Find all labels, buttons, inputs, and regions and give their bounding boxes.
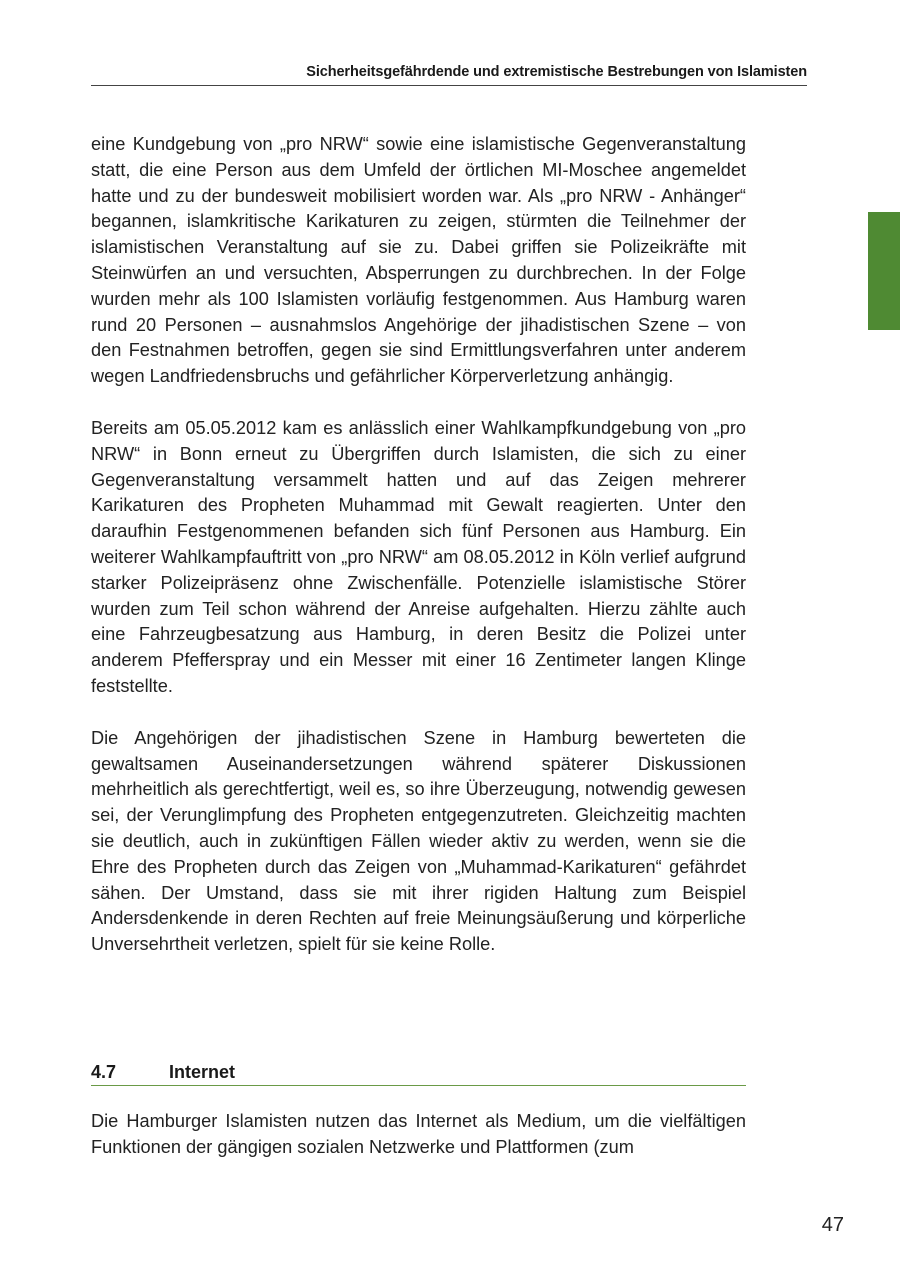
section-paragraph: Die Hamburger Islamisten nutzen das Internet als Medium, um die vielfältigen Funktionen der gängigen sozialen Netzwerke und Plattformen (zum [91, 1111, 746, 1157]
section-heading [91, 1059, 746, 1086]
page-number: 47 [821, 1214, 844, 1236]
section-body [91, 1109, 746, 1161]
section-number: 4.7 [91, 1062, 117, 1082]
paragraph-1: eine Kundgebung von „pro NRW“ sowie eine islamistische Gegenveranstaltung statt, die eine Person aus dem Umfeld der örtlichen MI-Moschee angemeldet hatte und zu der bundesweit mobilisiert worden war. Als „pro NRW - Anhänger“ begannen, islamkritische Karikaturen zu zeigen, stürmten die Teilnehmer der islamistischen Veranstaltung auf sie zu. Dabei griffen sie Polizeikräfte mit Steinwürfen an und versuchten, Absperrungen zu durchbrechen. In der Folge wurden mehr als 100 Islamisten vorläufig festgenommen. Aus Hamburg waren rund 20 Personen – ausnahmslos Angehörige der jihadistischen Szene – von den Festnahmen betroffen, gegen sie sind Ermittlungsverfahren unter anderem wegen Landfriedensbruchs und gefährlicher Körperverletzung anhängig. [91, 134, 746, 387]
chapter-marker-tab [868, 212, 900, 330]
paragraph-3: Die Angehörigen der jihadistischen Szene in Hamburg bewerteten die gewaltsamen Auseinandersetzungen während späterer Diskussionen mehrheitlich als gerechtfertigt, weil es, so ihre Überzeugung, notwendig gewesen sei, der Verunglimpfung des Propheten entgegenzutreten. Gleichzeitig machten sie deutlich, auch in zukünftigen Fällen wieder aktiv zu werden, wenn sie die Ehre des Propheten durch das Zeigen von „Muhammad-Karikaturen“ gefährdet sähen. Der Umstand, dass sie mit ihrer rigiden Haltung zum Beispiel Andersdenkende in deren Rechten auf freie Meinungsäußerung und körperliche Unversehrtheit verletzen, spielt für sie keine Rolle. [91, 727, 746, 955]
body-text [91, 132, 746, 984]
running-header: Sicherheitsgefährdende und extremistische Bestrebungen von Islamisten [306, 64, 807, 80]
header-rule [91, 85, 807, 86]
section-title: Internet [169, 1062, 236, 1082]
paragraph-2: Bereits am 05.05.2012 kam es anlässlich einer Wahlkampfkundgebung von „pro NRW“ in Bonn erneut zu Übergriffen durch Islamisten, die sich zu einer Gegenveranstaltung versammelt hatten und auf das Zeigen mehrerer Karikaturen des Propheten Muhammad mit Gewalt reagierten. Unter den daraufhin Festgenommenen befanden sich fünf Personen aus Hamburg. Ein weiterer Wahlkampfauftritt von „pro NRW“ am 08.05.2012 in Köln verlief aufgrund starker Polizeipräsenz ohne Zwischenfälle. Potenzielle islamistische Störer wurden zum Teil schon während der Anreise aufgehalten. Hierzu zählte auch eine Fahrzeugbesatzung aus Hamburg, in deren Besitz die Polizei unter anderem Pfefferspray und ein Messer mit einer 16 Zentimeter langen Klinge feststellte. [91, 417, 746, 696]
